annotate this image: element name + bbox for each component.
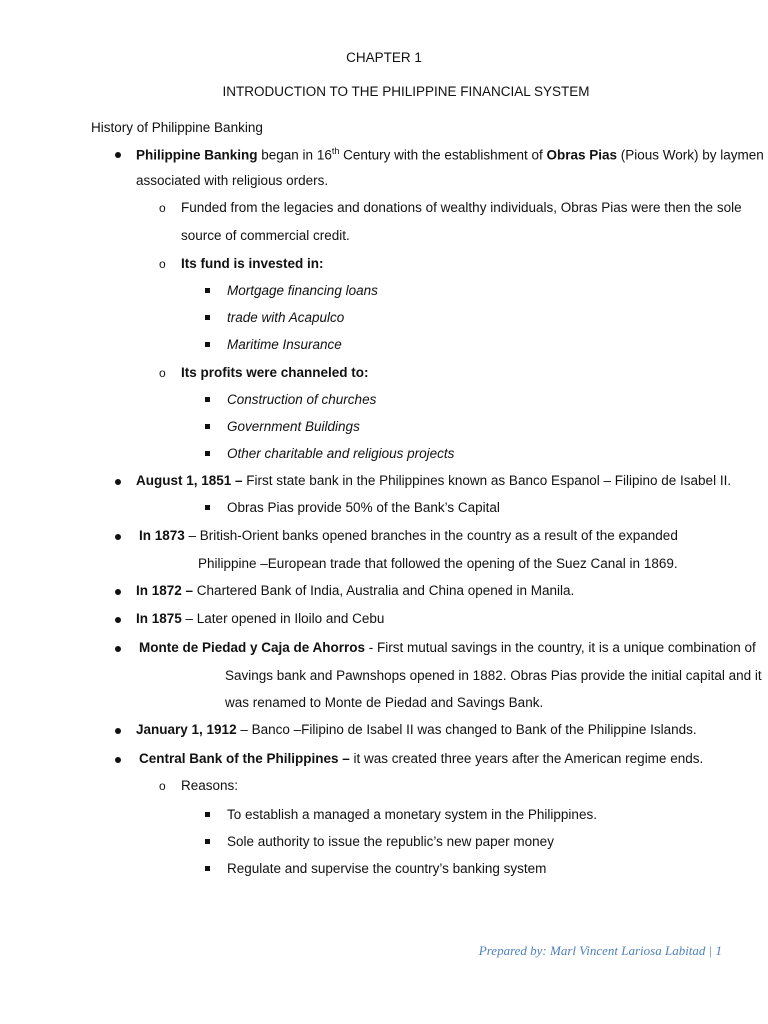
term-central-bank: Central Bank of the Philippines – (139, 751, 350, 766)
text-segment: Chartered Bank of India, Australia and China opened in Manila. (193, 583, 575, 598)
profit-item: Other charitable and religious projects (227, 446, 455, 461)
square-bullet-icon (205, 505, 210, 510)
bullet-icon (115, 728, 121, 734)
circle-bullet-icon: o (159, 201, 166, 215)
bullet-august-1851 (136, 473, 731, 488)
bullet-icon (115, 534, 121, 540)
bullet-icon (115, 757, 121, 763)
bullet-icon (115, 152, 121, 158)
bullet-central-bank (139, 751, 703, 766)
page-footer: Prepared by: Marl Vincent Lariosa Labitad | 1 (478, 943, 722, 958)
text-segment: First state bank in the Philippines known as Banco Espanol – Filipino de Isabel II. (242, 473, 732, 488)
bullet-1872 (136, 583, 574, 598)
fund-item: Maritime Insurance (227, 337, 342, 352)
term-obras-pias: Obras Pias (546, 147, 618, 163)
page-title: INTRODUCTION TO THE PHILIPPINE FINANCIAL SYSTEM (222, 84, 590, 99)
bullet-icon (115, 479, 121, 485)
text-segment: began in 16 (257, 147, 332, 163)
reason-item: Regulate and supervise the country’s banking system (227, 861, 547, 876)
fund-item: Mortgage financing loans (227, 283, 378, 298)
square-bullet-icon (205, 866, 210, 871)
square-bullet-icon (205, 342, 210, 347)
bullet-philippine-banking-cont: associated with religious orders. (136, 173, 329, 188)
fund-heading: Its fund is invested in: (181, 256, 324, 271)
term-philippine-banking: Philippine Banking (136, 147, 258, 163)
bullet-icon (115, 617, 121, 623)
date-label: In 1873 (139, 528, 185, 543)
date-label: January 1, 1912 (136, 722, 237, 737)
bullet-philippine-banking (136, 146, 764, 163)
bullet-monte-de-piedad (139, 640, 756, 655)
fund-item: trade with Acapulco (227, 310, 345, 325)
reasons-heading: Reasons: (181, 778, 239, 793)
sub-obras-pias-capital: Obras Pias provide 50% of the Bank’s Capital (227, 500, 500, 515)
text-segment: it was created three years after the American regime ends. (349, 751, 704, 766)
date-label: In 1872 – (136, 583, 194, 598)
bullet-icon (115, 646, 121, 652)
circle-bullet-icon: o (159, 779, 166, 793)
square-bullet-icon (205, 424, 210, 429)
date-label: August 1, 1851 – (136, 473, 243, 488)
square-bullet-icon (205, 397, 210, 402)
reason-item: Sole authority to issue the republic’s new paper money (227, 834, 554, 849)
section-heading: History of Philippine Banking (91, 120, 263, 135)
bullet-1873-cont: Philippine –European trade that followed the opening of the Suez Canal in 1869. (198, 556, 678, 571)
bullet-1875 (136, 611, 384, 626)
profit-item: Government Buildings (227, 419, 360, 434)
reason-item: To establish a managed a monetary system in the Philippines. (227, 807, 597, 822)
text-segment: - First mutual savings in the country, it is a unique combination of (365, 640, 756, 655)
bullet-1873 (139, 528, 678, 543)
bullet-monte-cont-2: was renamed to Monte de Piedad and Savings Bank. (225, 695, 544, 710)
profits-heading: Its profits were channeled to: (181, 365, 369, 380)
profit-item: Construction of churches (227, 392, 377, 407)
text-segment: – Banco –Filipino de Isabel II was changed to Bank of the Philippine Islands. (236, 722, 697, 737)
circle-bullet-icon: o (159, 257, 166, 271)
text-segment: Century with the establishment of (339, 147, 547, 163)
chapter-label: CHAPTER 1 (346, 50, 422, 65)
square-bullet-icon (205, 315, 210, 320)
circle-bullet-icon: o (159, 366, 166, 380)
text-segment: – Later opened in Iloilo and Cebu (181, 611, 385, 626)
sub-funded-cont: source of commercial credit. (181, 228, 350, 243)
text-segment: (Pious Work) by laymen (617, 147, 764, 163)
sub-funded: Funded from the legacies and donations of wealthy individuals, Obras Pias were then the sole (181, 200, 742, 215)
superscript: th (331, 146, 340, 156)
text-segment: – British-Orient banks opened branches in the country as a result of the expanded (184, 528, 678, 543)
term-monte-de-piedad: Monte de Piedad y Caja de Ahorros (139, 640, 366, 655)
bullet-icon (115, 589, 121, 595)
bullet-january-1912 (136, 722, 697, 737)
square-bullet-icon (205, 812, 210, 817)
date-label: In 1875 (136, 611, 182, 626)
square-bullet-icon (205, 451, 210, 456)
square-bullet-icon (205, 288, 210, 293)
square-bullet-icon (205, 839, 210, 844)
bullet-monte-cont-1: Savings bank and Pawnshops opened in 1882. Obras Pias provide the initial capital and it (225, 668, 762, 683)
